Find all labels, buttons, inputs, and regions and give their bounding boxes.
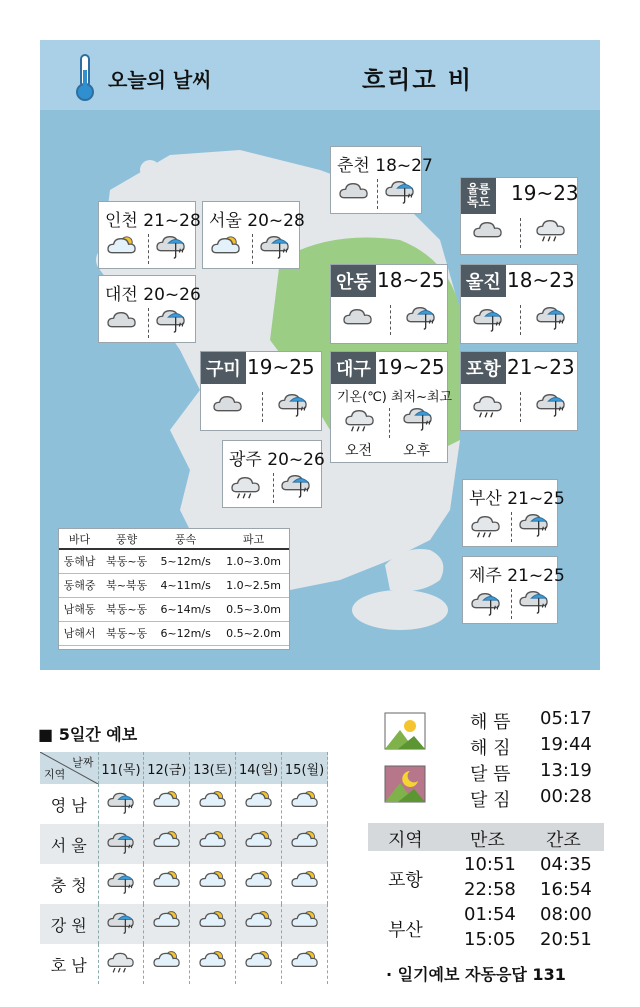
cloud-sun-icon xyxy=(282,904,328,944)
forecast-row xyxy=(40,904,328,944)
cloud-sun-icon xyxy=(190,784,236,824)
forecast-region: 영 남 xyxy=(40,784,98,824)
rain-icon xyxy=(279,471,313,503)
page-title: 오늘의 날씨 xyxy=(108,68,212,92)
tide-high-time: 15:05 xyxy=(464,929,516,950)
city-tag: 구미 xyxy=(201,352,246,384)
city-tag: 안동 xyxy=(331,265,376,297)
sea-header: 풍속 xyxy=(153,529,218,549)
weather-condition: 흐리고 비 xyxy=(362,66,474,94)
cloud-sun-icon xyxy=(282,784,328,824)
forecast-day: 14(일) xyxy=(236,752,282,784)
cloud-sun-icon xyxy=(282,944,328,984)
date-label: 날짜 xyxy=(72,756,94,769)
rain-icon xyxy=(154,232,188,264)
cloud-sun-icon xyxy=(105,234,139,266)
tide-header-low: 간조 xyxy=(546,830,581,851)
rain-icon xyxy=(98,784,144,824)
rain-icon xyxy=(534,303,568,335)
cloud-sun-icon xyxy=(236,864,282,904)
tide-low-time: 16:54 xyxy=(540,879,592,900)
city-card-uljin xyxy=(460,264,578,344)
rain-icon xyxy=(401,404,435,436)
cloud-sun-icon xyxy=(144,784,190,824)
rain-icon xyxy=(517,587,551,619)
city-card-daejeon xyxy=(98,275,201,343)
moonset-time: 00:28 xyxy=(540,786,592,807)
city-tag: 포항 xyxy=(461,352,506,384)
forecast-region: 호 남 xyxy=(40,944,98,984)
region-label: 지역 xyxy=(44,768,66,781)
moonrise-icon xyxy=(384,765,426,803)
sunrise-label: 해 뜸 xyxy=(470,712,511,733)
cloud-sun-icon xyxy=(144,864,190,904)
temp-range: 19~25 xyxy=(247,355,315,379)
legend-temp-label: 기온(℃) 최저~최고 xyxy=(337,390,453,405)
tide-region: 부산 xyxy=(388,920,423,941)
forecast-row xyxy=(40,824,328,864)
tide-region: 포항 xyxy=(388,870,423,891)
tide-high-time: 22:58 xyxy=(464,879,516,900)
forecast-title: ■ 5일간 예보 xyxy=(38,725,138,744)
city-card-incheon xyxy=(98,201,201,269)
legend-am: 오전 xyxy=(345,443,373,459)
city-card-chuncheon xyxy=(330,146,433,214)
cloud-sun-icon xyxy=(209,234,243,266)
city-card-busan xyxy=(462,479,565,547)
tide-low-time: 08:00 xyxy=(540,904,592,925)
sea-row: 동해중 북~북동 4~11m/s 1.0~2.5m xyxy=(59,573,289,597)
shower-icon xyxy=(343,406,377,438)
city-card-jeju xyxy=(462,556,565,624)
city-name: 춘천 18~27 xyxy=(337,156,433,176)
sea-header: 풍향 xyxy=(100,529,153,549)
cloud-sun-icon xyxy=(236,824,282,864)
corner-header xyxy=(40,752,98,784)
rain-icon xyxy=(276,390,310,422)
sea-conditions-table xyxy=(58,528,290,650)
shower-icon xyxy=(469,512,503,544)
cloud-sun-icon xyxy=(144,944,190,984)
city-name: 대전 20~26 xyxy=(105,285,201,305)
temp-range: 19~25 xyxy=(377,355,445,379)
cloud-sun-icon xyxy=(144,904,190,944)
tide-low-time: 20:51 xyxy=(540,929,592,950)
sea-row: 남해동 북동~동 6~14m/s 0.5~3.0m xyxy=(59,597,289,621)
forecast-region: 강 원 xyxy=(40,904,98,944)
rain-icon xyxy=(258,232,292,264)
temp-range: 19~23 xyxy=(511,181,579,205)
shower-icon xyxy=(98,944,144,984)
sunset-time: 19:44 xyxy=(540,734,592,755)
tide-high-time: 01:54 xyxy=(464,904,516,925)
cloud-sun-icon xyxy=(190,864,236,904)
rain-icon xyxy=(154,306,188,338)
city-tag: 울릉 독도 xyxy=(461,178,496,214)
temp-range: 18~25 xyxy=(377,268,445,292)
rain-icon xyxy=(383,177,417,209)
sunset-label: 해 짐 xyxy=(470,738,511,759)
rain-icon xyxy=(404,303,438,335)
city-card-daegu xyxy=(330,351,453,463)
sunrise-time: 05:17 xyxy=(540,708,592,729)
thermometer-icon xyxy=(72,52,98,102)
rain-icon xyxy=(98,824,144,864)
rain-icon xyxy=(517,510,551,542)
cloud-icon xyxy=(341,305,375,337)
sea-header: 파고 xyxy=(218,529,289,549)
cloud-sun-icon xyxy=(190,904,236,944)
forecast-day: 11(목) xyxy=(98,752,144,784)
city-name: 부산 21~25 xyxy=(469,489,565,509)
sunrise-icon xyxy=(384,712,426,750)
cloud-icon xyxy=(337,179,371,211)
shower-icon xyxy=(534,216,568,248)
cloud-sun-icon xyxy=(190,944,236,984)
moonrise-time: 13:19 xyxy=(540,760,592,781)
city-name: 서울 20~28 xyxy=(209,211,305,231)
city-card-ulleung xyxy=(460,177,578,255)
forecast-day: 13(토) xyxy=(190,752,236,784)
moonset-label: 달 짐 xyxy=(470,790,511,811)
cloud-icon xyxy=(211,392,245,424)
forecast-row xyxy=(40,864,328,904)
shower-icon xyxy=(229,473,263,505)
city-name: 인천 21~28 xyxy=(105,211,201,231)
sea-row: 남해서 북동~동 6~12m/s 0.5~2.0m xyxy=(59,621,289,645)
forecast-region: 서 울 xyxy=(40,824,98,864)
sea-header: 바다 xyxy=(59,529,100,549)
tide-high-time: 10:51 xyxy=(464,854,516,875)
moonrise-label: 달 뜸 xyxy=(470,764,511,785)
legend-pm: 오후 xyxy=(403,443,431,459)
cloud-sun-icon xyxy=(190,824,236,864)
city-card-gwangju xyxy=(222,440,325,508)
city-card-seoul xyxy=(202,201,305,269)
rain-icon xyxy=(98,864,144,904)
tide-header-high: 만조 xyxy=(470,830,505,851)
tide-header-region: 지역 xyxy=(388,830,423,851)
phone-service-note: · 일기예보 자동응답 131 xyxy=(386,965,566,984)
cloud-sun-icon xyxy=(282,824,328,864)
temp-range: 18~23 xyxy=(507,268,575,292)
city-card-gumi xyxy=(200,351,322,431)
city-card-andong xyxy=(330,264,448,344)
shower-icon xyxy=(471,392,505,424)
sea-row: 동해남 북동~동 5~12m/s 1.0~3.0m xyxy=(59,549,289,573)
cloud-sun-icon xyxy=(236,944,282,984)
city-card-pohang xyxy=(460,351,578,431)
rain-icon xyxy=(534,390,568,422)
forecast-region: 충 청 xyxy=(40,864,98,904)
cloud-sun-icon xyxy=(236,784,282,824)
city-tag: 울진 xyxy=(461,265,506,297)
cloud-icon xyxy=(471,218,505,250)
cloud-sun-icon xyxy=(282,864,328,904)
temp-range: 21~23 xyxy=(507,355,575,379)
five-day-forecast-table xyxy=(40,752,328,984)
forecast-day: 15(월) xyxy=(282,752,328,784)
rain-icon xyxy=(471,305,505,337)
forecast-row xyxy=(40,784,328,824)
cloud-sun-icon xyxy=(236,904,282,944)
cloud-icon xyxy=(105,308,139,340)
forecast-row xyxy=(40,944,328,984)
city-name: 광주 20~26 xyxy=(229,450,325,470)
forecast-day: 12(금) xyxy=(144,752,190,784)
tide-low-time: 04:35 xyxy=(540,854,592,875)
diagonal-line xyxy=(40,752,98,784)
city-tag: 대구 xyxy=(331,352,376,384)
rain-icon xyxy=(98,904,144,944)
city-name: 제주 21~25 xyxy=(469,566,565,586)
cloud-sun-icon xyxy=(144,824,190,864)
rain-icon xyxy=(469,589,503,621)
